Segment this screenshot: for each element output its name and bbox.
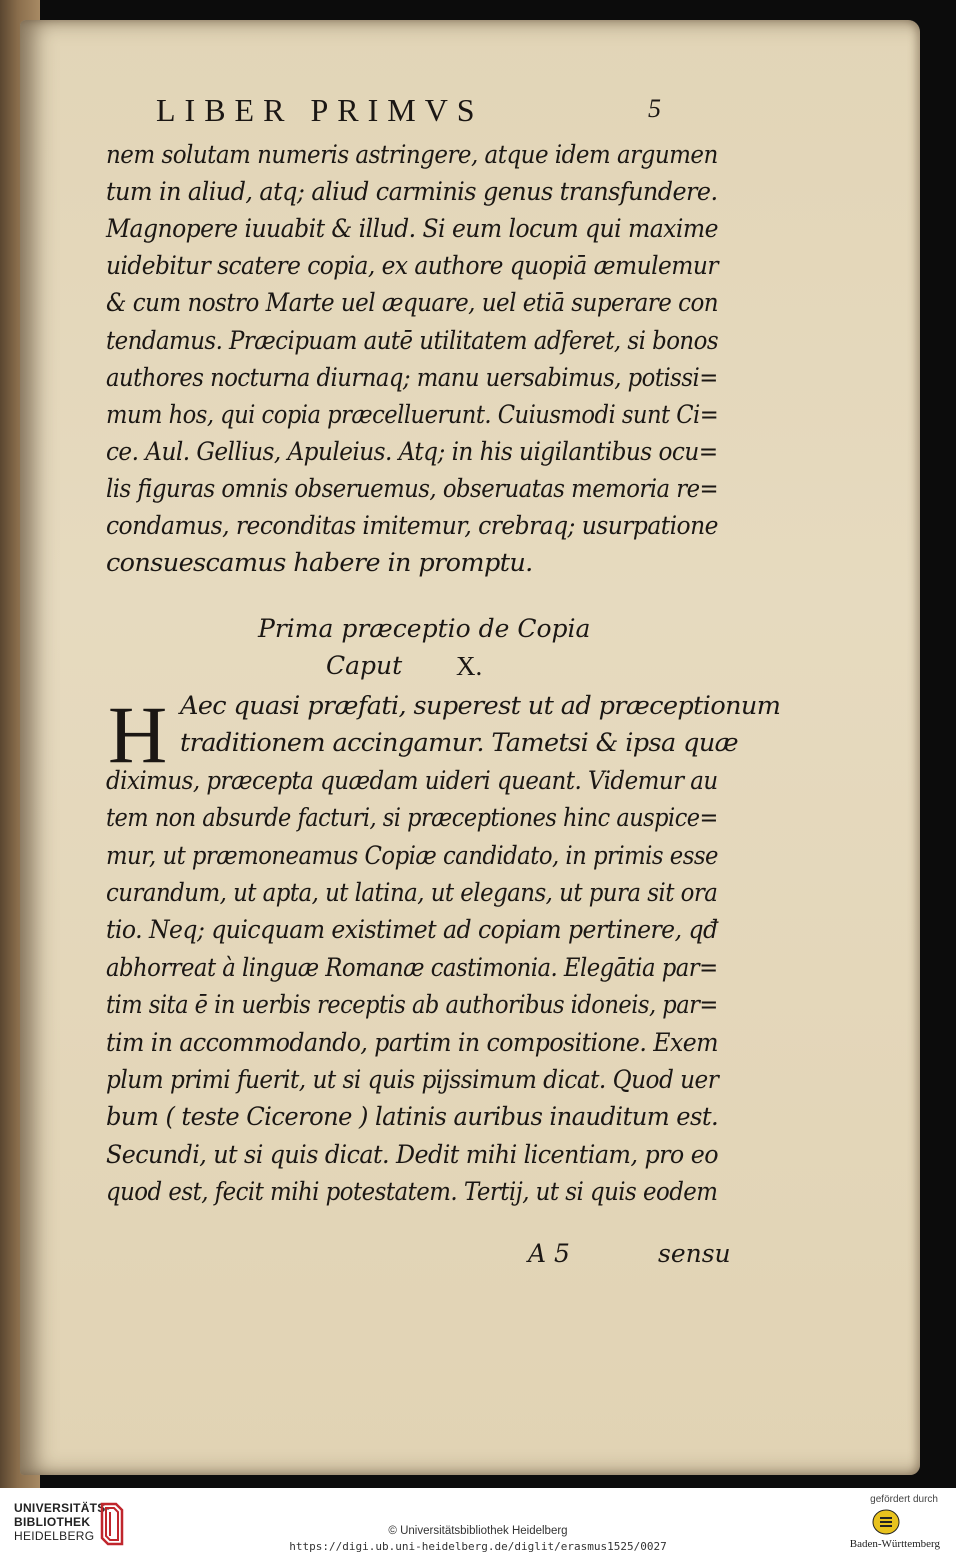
text-line: tim in accommodando, partim in compositione. Exem	[106, 1027, 719, 1058]
library-name-line3: HEIDELBERG	[14, 1529, 95, 1543]
text-line: tem non absurde facturi, si præceptiones hinc auspice=	[106, 803, 718, 834]
sponsor-label: gefördert durch	[870, 1494, 938, 1505]
text-line: bum ( teste Cicerone ) latinis auribus inauditum est.	[106, 1102, 719, 1133]
running-head: LIBER PRIMVS	[156, 92, 484, 128]
state-coat-of-arms-icon	[872, 1509, 900, 1535]
chapter-number: X.	[456, 651, 483, 681]
text-line: consuescamus habere in promptu.	[106, 548, 533, 579]
copyright-text: © Universitätsbibliothek Heidelberg	[388, 1525, 568, 1537]
text-line: ce. Aul. Gellius, Apuleius. Atq; in his uigilantibus ocu=	[106, 436, 718, 467]
text-line: mur, ut præmoneamus Copiæ candidato, in primis esse	[106, 840, 718, 871]
text-line: Secundi, ut si quis dicat. Dedit mihi licentiam, pro eo	[106, 1139, 718, 1170]
text-line: Aec quasi præfati, superest ut ad præceptionum	[180, 691, 781, 721]
sponsor-name: Baden-Württemberg	[849, 1538, 940, 1550]
text-line: authores nocturna diurnaq; manu uersabimus, potissi=	[106, 362, 718, 393]
text-line: tio. Neq; quicquam existimet ad copiam pertinere, qđ	[106, 915, 718, 946]
text-line: curandum, ut apta, ut latina, ut elegans, ut pura sit ora	[106, 878, 718, 908]
decorated-initial: H	[108, 689, 168, 780]
text-line: tum in aliud, atq; aliud carminis genus transfundere.	[106, 177, 718, 208]
viewer-footer	[0, 1488, 956, 1559]
text-line: plum primi fuerit, ut si quis pijssimum dicat. Quod uer	[106, 1065, 719, 1095]
text-line: mum hos, qui copia præcelluerunt. Cuiusmodi sunt Ci=	[106, 399, 719, 430]
text-line: lis figuras omnis obseruemus, obseruatas memoria re=	[106, 473, 719, 504]
text-line: tendamus. Præcipuam autē utilitatem adferet, si bonos	[106, 325, 719, 356]
text-line: quod est, fecit mihi potestatem. Tertij, ut si quis eodem	[106, 1177, 718, 1208]
section-heading: Prima præceptio de Copia	[258, 614, 591, 643]
signature-mark: A 5	[528, 1239, 570, 1268]
text-line: & cum nostro Marte uel æquare, uel etiā superare con	[106, 288, 719, 319]
text-line: diximus, præcepta quædam uideri queant. Videmur au	[106, 765, 718, 796]
text-line: nem solutam numeris astringere, atque idem argumen	[106, 140, 718, 170]
chapter-label: Caput	[326, 651, 403, 680]
library-name-line1: UNIVERSITÄTS-	[14, 1501, 110, 1515]
text-line: traditionem accingamur. Tametsi & ipsa quæ	[180, 728, 739, 759]
text-line: condamus, reconditas imitemur, crebraq; usurpatione	[106, 511, 718, 541]
text-line: abhorreat à linguæ Romanæ castimonia. Elegātia par=	[106, 952, 718, 983]
folio-number: 5	[648, 94, 661, 123]
catchword: sensu	[658, 1239, 731, 1268]
library-name-line2: BIBLIOTHEK	[14, 1515, 91, 1529]
permalink-url[interactable]: https://digi.ub.uni-heidelberg.de/diglit/erasmus1525/0027	[289, 1540, 667, 1553]
text-line: Magnopere iuuabit & illud. Si eum locum qui maxime	[106, 214, 718, 245]
text-line: tim sita ē in uerbis receptis ab authoribus idoneis, par=	[106, 990, 718, 1021]
text-line: uidebitur scatere copia, ex authore quopiā æmulemur	[106, 251, 718, 282]
